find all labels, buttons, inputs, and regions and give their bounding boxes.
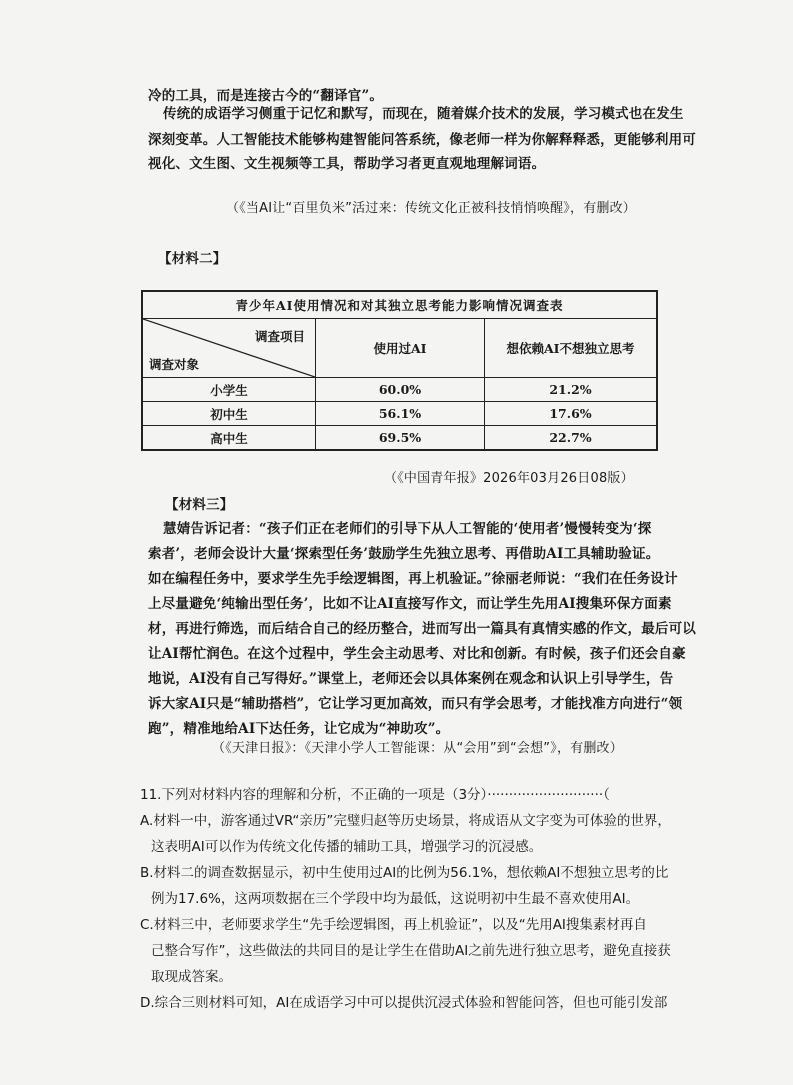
material3-line-4: 上尽量避免‘纯输出型任务’，比如不让AI直接写作文，而让学生先用AI搜集环保方面素 [148,596,672,612]
corner-label-items: 调查项目 [254,329,305,344]
material3-line-3: 如在编程任务中，要求学生先手绘逻辑图，再上机验证。”徐丽老师说：“我们在任务设计 [148,571,678,587]
material3-source: （《天津日报》：《天津小学人工智能课：从“会用”到“会想”》，有删改） [212,741,623,756]
column-header-rely-ai: 想依赖AI不想独立思考 [485,319,658,378]
option-a-line-1[interactable]: A.材料一中，游客通过VR“亲历”完璧归赵等历史场景，将成语从文字变为可体验的世界， [140,813,671,829]
material3-line-7: 地说，AI没有自己写得好。”课堂上，老师还会以具体案例在观念和认识上引导学生，告 [148,671,674,687]
cell-used: 69.5% [316,426,485,451]
cell-rely: 21.2% [485,378,658,402]
option-b-line-1[interactable]: B.材料二的调查数据显示，初中生使用过AI的比例为56.1%，想依赖AI不想独立思考的比 [140,865,669,881]
corner-label-subjects: 调查对象 [149,357,200,372]
material2-source: （《中国青年报》2026年03月26日08版） [384,471,634,486]
material1-line-3: 深刻变革。人工智能技术能够构建智能问答系统，像老师一样为你解释释悉，更能够利用可 [148,132,696,148]
cell-rely: 17.6% [485,402,658,426]
cell-used: 60.0% [316,378,485,402]
material3-line-1: 慧婧告诉记者：“孩子们正在老师们的引导下从人工智能的‘使用者’慢慢转变为‘探 [163,521,652,537]
option-c-line-3[interactable]: 取现成答案。 [151,969,232,985]
material1-line-1: 冷的工具，而是连接古今的“翻译官”。 [148,88,384,104]
material2-label: 【材料二】 [158,251,227,267]
option-d-line-1[interactable]: D.综合三则材料可知，AI在成语学习中可以提供沉浸式体验和智能问答，但也可能引发部 [140,995,668,1011]
column-header-used-ai: 使用过AI [316,319,485,378]
table-row [142,426,657,451]
option-c-line-2[interactable]: 己整合写作”，这些做法的共同目的是让学生在借助AI之前先进行独立思考，避免直接获 [151,943,671,959]
row-name: 高中生 [142,426,316,451]
material3-line-6: 让AI帮忙润色。在这个过程中，学生会主动思考、对比和创新。有时候，孩子们还会自豪 [148,646,686,662]
material1-line-4: 视化、文生图、文生视频等工具，帮助学习者更直观地理解词语。 [148,156,546,172]
material3-line-5: 材，再进行筛选，而后结合自己的经历整合，进而写出一篇具有真情实感的作文，最后可以 [148,621,696,637]
cell-rely: 22.7% [485,426,658,451]
cell-used: 56.1% [316,402,485,426]
material3-line-9: 跑”，精准地给AI下达任务，让它成为“神助攻”。 [148,721,450,737]
row-name: 初中生 [142,402,316,426]
material3-line-8: 诉大家AI只是“辅助搭档”，它让学习更加高效，而只有学会思考，才能找准方向进行“领 [148,696,683,712]
option-b-line-2[interactable]: 例为17.6%，这两项数据在三个学段中均为最低，这说明初中生最不喜欢使用AI。 [151,891,640,907]
material3-label: 【材料三】 [165,497,234,513]
material3-line-2: 索者’，老师会设计大量‘探索型任务’鼓励学生先独立思考、再借助AI工具辅助验证。 [148,546,660,562]
row-name: 小学生 [142,378,316,402]
material1-line-2: 传统的成语学习侧重于记忆和默写，而现在，随着媒介技术的发展，学习模式也在发生 [163,106,684,122]
material1-source: （《当AI让“百里负米”活过来：传统文化正被科技悄悄唤醒》，有删改） [226,201,636,216]
option-a-line-2[interactable]: 这表明AI可以作为传统文化传播的辅助工具，增强学习的沉浸感。 [151,839,543,855]
table-row [142,378,657,402]
table-row [142,402,657,426]
option-c-line-1[interactable]: C.材料三中，老师要求学生“先手绘逻辑图，再上机验证”，以及“先用AI搜集素材再自 [140,917,647,933]
table-caption: 青少年AI使用情况和对其独立思考能力影响情况调查表 [142,291,657,319]
survey-table [141,290,658,451]
question-11-stem: 11.下列对材料内容的理解和分析，不正确的一项是（3分）···························（ [140,787,610,803]
table-corner-cell [142,319,316,378]
